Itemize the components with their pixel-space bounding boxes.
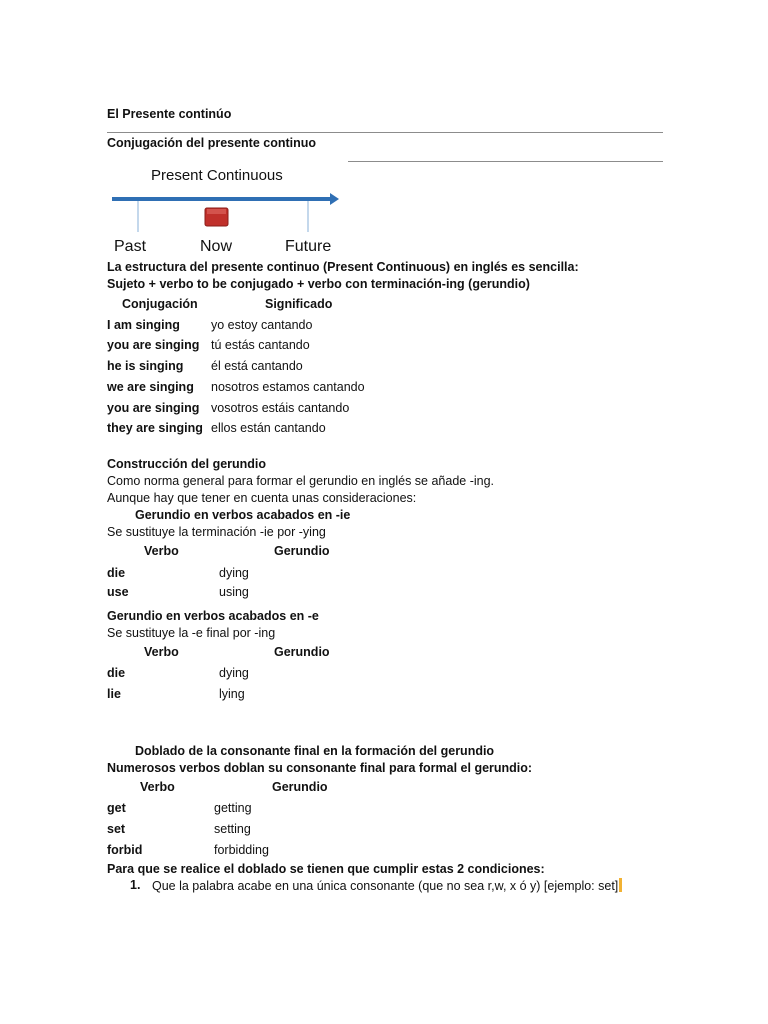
conj-row-meaning: él está cantando [211, 359, 303, 373]
timeline-arrow-head [330, 193, 339, 205]
conj-row-meaning: tú estás cantando [211, 338, 310, 352]
section-e-heading: Gerundio en verbos acabados en -e [107, 609, 319, 623]
conj-row-meaning: yo estoy cantando [211, 318, 313, 332]
conj-row-verb: you are singing [107, 401, 200, 415]
conditions-intro: Para que se realice el doblado se tienen que cumplir estas 2 condiciones: [107, 862, 545, 876]
section-e-header-verbo: Verbo [144, 645, 179, 659]
condition-text [152, 878, 622, 894]
section-subtitle: Conjugación del presente continuo [107, 136, 317, 150]
section-ie-row-gerund: using [219, 585, 249, 599]
gerund-line-2: Aunque hay que tener en cuenta unas consideraciones: [107, 491, 417, 505]
conj-row-meaning: vosotros estáis cantando [211, 401, 350, 415]
section-double-row-gerund: forbidding [214, 843, 269, 857]
gerund-heading: Construcción del gerundio [107, 457, 267, 471]
section-e-row-verb: lie [107, 687, 121, 701]
section-ie-row-verb: use [107, 585, 129, 599]
section-e-row-gerund: dying [219, 666, 249, 680]
section-double-row-verb: get [107, 801, 126, 815]
conj-row-verb: we are singing [107, 380, 194, 394]
section-double-header-gerundio: Gerundio [272, 780, 328, 794]
conj-row-verb: they are singing [107, 421, 203, 435]
section-double-row-verb: set [107, 822, 126, 836]
intro-line-2: Sujeto + verbo to be conjugado + verbo con terminación-ing (gerundio) [107, 277, 530, 291]
diagram-label-now: Now [200, 238, 233, 255]
diagram-label-future: Future [285, 238, 332, 255]
condition-number: 1. [130, 878, 141, 892]
intro-line-1: La estructura del presente continuo (Present Continuous) en inglés es sencilla: [107, 260, 579, 274]
section-double-row-gerund: setting [214, 822, 251, 836]
section-e-row-gerund: lying [219, 687, 245, 701]
section-double-heading: Doblado de la consonante final en la formación del gerundio [135, 744, 495, 758]
page-title: El Presente continúo [107, 107, 232, 121]
condition-text-label: Que la palabra acabe en una única consonante (que no sea r,w, x ó y) [ejemplo: set] [152, 879, 619, 893]
diagram-label-past: Past [114, 238, 147, 255]
section-ie-rule: Se sustituye la terminación -ie por -ying [107, 525, 326, 539]
conj-row-meaning: ellos están cantando [211, 421, 326, 435]
section-ie-row-verb: die [107, 566, 126, 580]
section-double-header-verbo: Verbo [140, 780, 175, 794]
subtitle-rule [348, 161, 663, 162]
section-double-row-verb: forbid [107, 843, 143, 857]
conj-row-verb: I am singing [107, 318, 180, 332]
conj-row-verb: he is singing [107, 359, 184, 373]
conj-header-significado: Significado [265, 297, 333, 311]
section-double-row-gerund: getting [214, 801, 252, 815]
conj-header-conjugacion: Conjugación [122, 297, 198, 311]
diagram-title: Present Continuous [151, 167, 283, 184]
conj-row-verb: you are singing [107, 338, 200, 352]
timeline-diagram [110, 188, 350, 238]
section-ie-heading: Gerundio en verbos acabados en -ie [135, 508, 351, 522]
title-rule [107, 132, 663, 133]
section-e-rule: Se sustituye la -e final por -ing [107, 626, 276, 640]
section-ie-header-verbo: Verbo [144, 544, 179, 558]
conj-row-meaning: nosotros estamos cantando [211, 380, 365, 394]
section-ie-row-gerund: dying [219, 566, 249, 580]
gerund-line-1: Como norma general para formar el gerundio en inglés se añade -ing. [107, 474, 495, 488]
section-e-row-verb: die [107, 666, 126, 680]
text-cursor-icon [619, 878, 622, 892]
section-ie-header-gerundio: Gerundio [274, 544, 330, 558]
section-double-rule: Numerosos verbos doblan su consonante final para formal el gerundio: [107, 761, 533, 775]
section-e-header-gerundio: Gerundio [274, 645, 330, 659]
